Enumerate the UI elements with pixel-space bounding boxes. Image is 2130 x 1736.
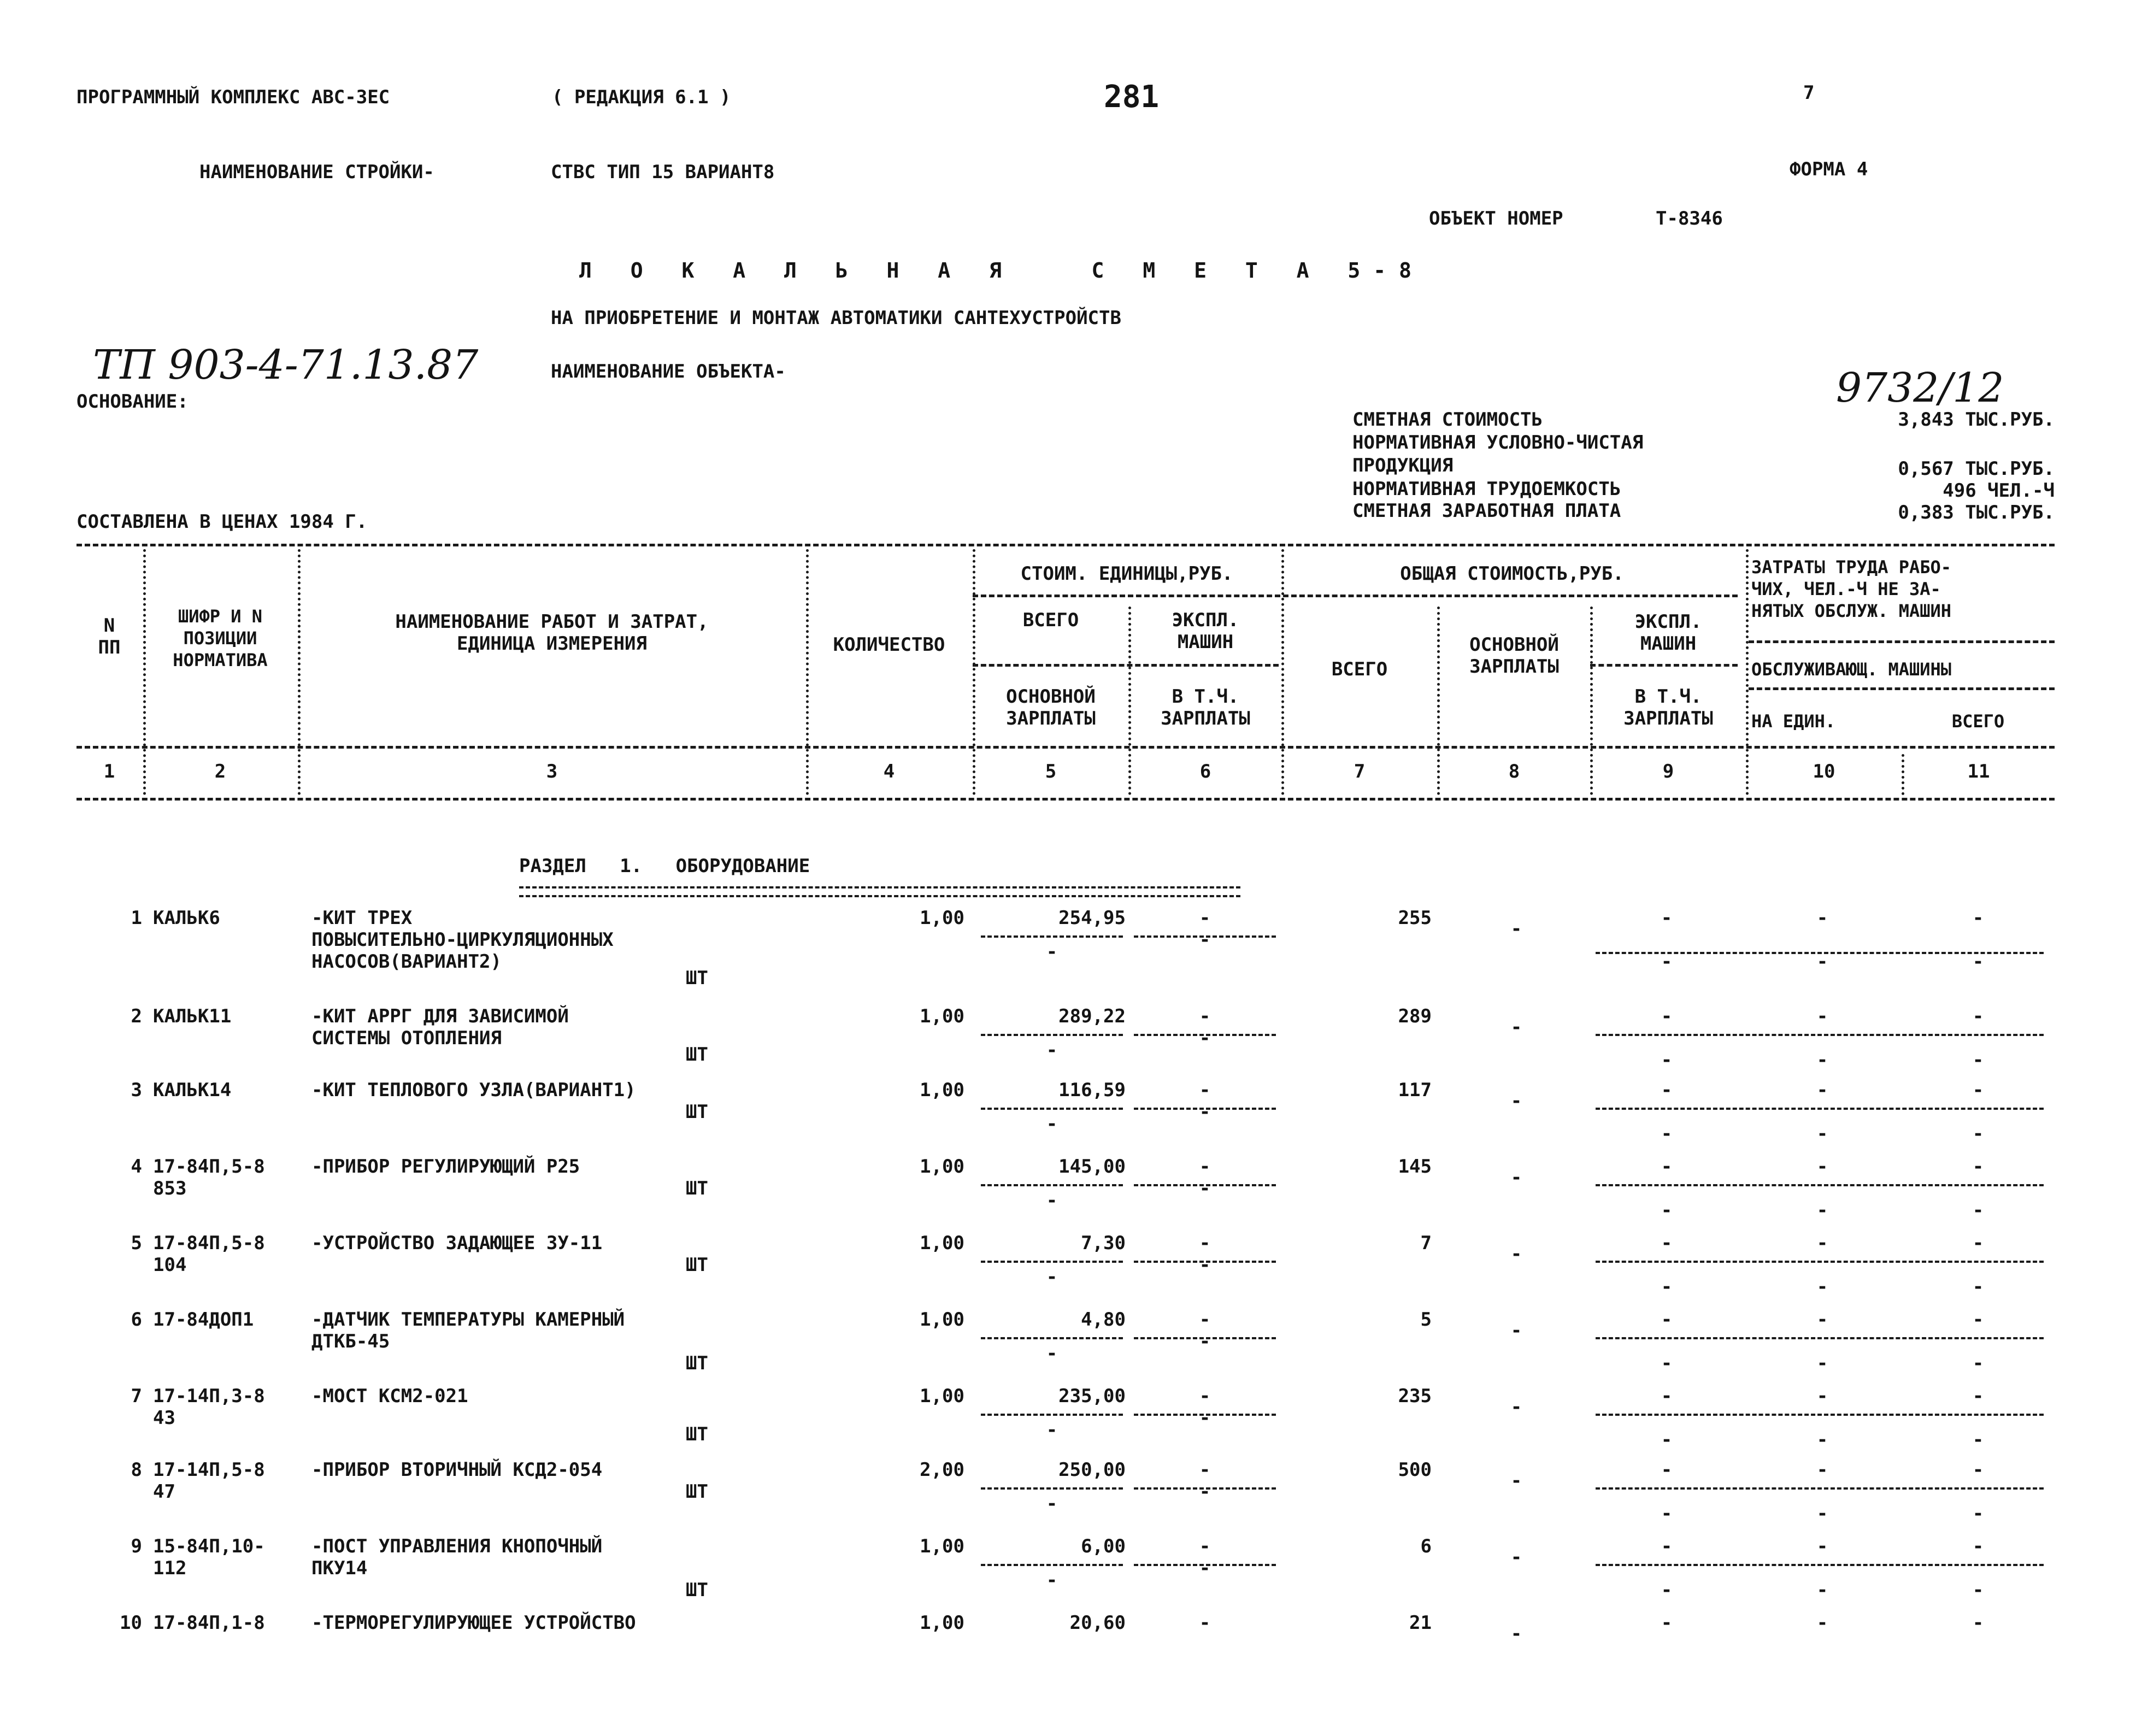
row-unit-price-rule bbox=[981, 935, 1123, 938]
handwritten-inventory-number: 9732/12 bbox=[1836, 364, 2004, 411]
row-labor-total-machines: - bbox=[1972, 1429, 1984, 1451]
row-machine-salary: - bbox=[1199, 1331, 1211, 1352]
row-code: 17-14П,3-8 bbox=[153, 1385, 265, 1407]
row-quantity: 1,00 bbox=[920, 1005, 964, 1027]
row-unit-machines: - bbox=[1199, 1005, 1211, 1027]
row-quantity: 2,00 bbox=[920, 1459, 964, 1481]
row-code-line2: 43 bbox=[153, 1407, 175, 1429]
row-machine-salary: - bbox=[1199, 1027, 1211, 1049]
construction-label: НАИМЕНОВАНИЕ СТРОЙКИ- bbox=[199, 161, 434, 183]
row-unit-price-rule bbox=[981, 1337, 1123, 1339]
row-number: 2 bbox=[131, 1005, 142, 1027]
row-unit-machines: - bbox=[1199, 1079, 1211, 1101]
summary-label-2: НОРМАТИВНАЯ УСЛОВНО-ЧИСТАЯ bbox=[1352, 432, 1644, 454]
row-unit-price-rule bbox=[981, 1184, 1123, 1186]
row-machines: - bbox=[1661, 1459, 1673, 1481]
row-labor-unit-machines: - bbox=[1816, 1123, 1828, 1145]
row-number: 8 bbox=[131, 1459, 142, 1481]
col-header-labor-group: ЗАТРАТЫ ТРУДА РАБО- ЧИХ, ЧЕЛ.-Ч НЕ ЗА- НЯТЫХ ОБСЛУЖ. МАШИН bbox=[1751, 557, 1952, 621]
row-machines-salary: - bbox=[1661, 1429, 1673, 1451]
row-unit-salary: - bbox=[1046, 1419, 1058, 1441]
row-name: -КИТ ТЕПЛОВОГО УЗЛА(ВАРИАНТ1) bbox=[311, 1079, 636, 1101]
row-machine-salary: - bbox=[1199, 1557, 1211, 1579]
row-labor-total-machines: - bbox=[1972, 1579, 1984, 1601]
row-labor-unit-machines: - bbox=[1816, 1352, 1828, 1374]
row-machines: - bbox=[1661, 1309, 1673, 1331]
row-machines-salary: - bbox=[1661, 1579, 1673, 1601]
row-unit: ШТ bbox=[686, 1044, 708, 1066]
row-name: -КИТ АРРГ ДЛЯ ЗАВИСИМОЙ СИСТЕМЫ ОТОПЛЕНИЯ bbox=[311, 1005, 569, 1049]
col-header-5-top: ВСЕГО bbox=[1022, 609, 1079, 631]
row-labor-unit: - bbox=[1816, 1005, 1828, 1027]
row-name: -ПОСТ УПРАВЛЕНИЯ КНОПОЧНЫЙ ПКУ14 bbox=[311, 1535, 603, 1579]
row-code: КАЛЬК11 bbox=[153, 1005, 232, 1027]
row-unit-price-rule bbox=[981, 1261, 1123, 1263]
row-salary: - bbox=[1510, 1243, 1522, 1265]
row-unit-machines: - bbox=[1199, 1459, 1211, 1481]
form-label: ФОРМА 4 bbox=[1790, 158, 1868, 180]
construction-value: СТВС ТИП 15 ВАРИАНТ8 bbox=[551, 161, 775, 183]
row-number: 4 bbox=[131, 1156, 142, 1178]
row-unit-price: 235,00 bbox=[1058, 1385, 1126, 1407]
row-quantity: 1,00 bbox=[920, 1232, 964, 1254]
row-salary: - bbox=[1510, 1470, 1522, 1492]
row-unit-price: 145,00 bbox=[1058, 1156, 1126, 1178]
row-machine-salary: - bbox=[1199, 1481, 1211, 1503]
row-labor-total-machines: - bbox=[1972, 1503, 1984, 1525]
row-unit-price: 20,60 bbox=[1069, 1612, 1126, 1634]
col-header-8: ОСНОВНОЙ ЗАРПЛАТЫ bbox=[1469, 634, 1559, 678]
col-header-5-bottom: ОСНОВНОЙ ЗАРПЛАТЫ bbox=[1006, 686, 1096, 729]
row-unit-price: 250,00 bbox=[1058, 1459, 1126, 1481]
row-salary: - bbox=[1510, 1016, 1522, 1038]
row-unit-salary: - bbox=[1046, 1113, 1058, 1135]
row-unit-salary: - bbox=[1046, 1190, 1058, 1211]
row-labor-total-machines: - bbox=[1972, 1276, 1984, 1298]
section-title: РАЗДЕЛ 1. ОБОРУДОВАНИЕ bbox=[519, 855, 810, 877]
row-machines: - bbox=[1661, 1232, 1673, 1254]
row-code: КАЛЬК6 bbox=[153, 907, 220, 929]
row-name: -ДАТЧИК ТЕМПЕРАТУРЫ КАМЕРНЫЙ ДТКБ-45 bbox=[311, 1309, 625, 1352]
row-code: 17-84П,1-8 bbox=[153, 1612, 265, 1634]
row-machines-salary: - bbox=[1661, 1049, 1673, 1071]
row-unit-price: 116,59 bbox=[1058, 1079, 1126, 1101]
row-salary: - bbox=[1510, 1396, 1522, 1418]
row-salary: - bbox=[1510, 1320, 1522, 1341]
row-unit-price-rule bbox=[981, 1564, 1123, 1566]
header-rule-col9-split bbox=[1590, 664, 1738, 667]
row-labor-rule bbox=[1596, 1261, 2044, 1263]
row-salary: - bbox=[1510, 1623, 1522, 1645]
row-unit-price: 289,22 bbox=[1058, 1005, 1126, 1027]
col-number-10: 10 bbox=[1813, 761, 1835, 782]
row-unit-price: 7,30 bbox=[1081, 1232, 1126, 1254]
col-header-code: ШИФР И N ПОЗИЦИИ НОРМАТИВА bbox=[173, 606, 268, 670]
row-unit-machines: - bbox=[1199, 1156, 1211, 1178]
prices-line: СОСТАВЛЕНА В ЦЕНАХ 1984 Г. bbox=[77, 511, 368, 533]
col-divider-1 bbox=[143, 549, 146, 795]
row-number: 3 bbox=[131, 1079, 142, 1101]
row-salary: - bbox=[1510, 1546, 1522, 1568]
header-rule-bottom bbox=[77, 798, 2055, 801]
program-name: ПРОГРАММНЫЙ КОМПЛЕКС АВС-ЗЕС bbox=[77, 86, 390, 108]
row-labor-unit: - bbox=[1816, 1079, 1828, 1101]
header-rule-labor-2 bbox=[1749, 687, 2055, 690]
row-total: 117 bbox=[1398, 1079, 1432, 1101]
col-header-11: ВСЕГО bbox=[1951, 711, 2005, 732]
col-number-8: 8 bbox=[1508, 761, 1520, 782]
row-unit-price-rule bbox=[981, 1108, 1123, 1110]
row-labor-unit-machines: - bbox=[1816, 1429, 1828, 1451]
summary-value-3: 0,567 ТЫС.РУБ. bbox=[1898, 458, 2055, 480]
row-machines: - bbox=[1661, 1005, 1673, 1027]
row-labor-unit: - bbox=[1816, 1459, 1828, 1481]
row-labor-unit: - bbox=[1816, 1232, 1828, 1254]
row-quantity: 1,00 bbox=[920, 1156, 964, 1178]
row-labor-rule bbox=[1596, 1184, 2044, 1186]
col-header-7: ВСЕГО bbox=[1331, 658, 1388, 680]
row-labor-total: - bbox=[1972, 1309, 1984, 1331]
row-unit: ШТ bbox=[686, 1423, 708, 1445]
row-unit-machines: - bbox=[1199, 1612, 1211, 1634]
summary-label-3: ПРОДУКЦИЯ bbox=[1352, 455, 1454, 476]
row-labor-total: - bbox=[1972, 907, 1984, 929]
row-labor-rule bbox=[1596, 1564, 2044, 1566]
row-total: 235 bbox=[1398, 1385, 1432, 1407]
row-salary: - bbox=[1510, 1090, 1522, 1112]
row-unit-price: 6,00 bbox=[1081, 1535, 1126, 1557]
row-total: 145 bbox=[1398, 1156, 1432, 1178]
row-machine-salary: - bbox=[1199, 1254, 1211, 1276]
row-number: 6 bbox=[131, 1309, 142, 1331]
col-header-quantity: КОЛИЧЕСТВО bbox=[833, 634, 945, 656]
row-labor-total-machines: - bbox=[1972, 1049, 1984, 1071]
row-labor-rule bbox=[1596, 1487, 2044, 1490]
row-machines: - bbox=[1661, 1612, 1673, 1634]
row-labor-rule bbox=[1596, 1108, 2044, 1110]
row-unit-machines: - bbox=[1199, 1309, 1211, 1331]
row-number: 9 bbox=[131, 1535, 142, 1557]
row-labor-unit: - bbox=[1816, 1156, 1828, 1178]
row-labor-total: - bbox=[1972, 1079, 1984, 1101]
row-unit-salary: - bbox=[1046, 941, 1058, 963]
row-labor-unit-machines: - bbox=[1816, 1276, 1828, 1298]
row-total: 289 bbox=[1398, 1005, 1432, 1027]
col-divider-2 bbox=[298, 549, 301, 795]
row-labor-total: - bbox=[1972, 1612, 1984, 1634]
row-machines: - bbox=[1661, 1385, 1673, 1407]
row-quantity: 1,00 bbox=[920, 907, 964, 929]
page-number: 281 bbox=[1104, 79, 1160, 115]
col-number-7: 7 bbox=[1354, 761, 1366, 782]
summary-label-4: НОРМАТИВНАЯ ТРУДОЕМКОСТЬ bbox=[1352, 478, 1621, 500]
row-unit-machines: - bbox=[1199, 1385, 1211, 1407]
col-number-3: 3 bbox=[546, 761, 558, 782]
col-number-2: 2 bbox=[214, 761, 226, 782]
row-unit: ШТ bbox=[686, 1178, 708, 1199]
row-total: 7 bbox=[1420, 1232, 1432, 1254]
row-quantity: 1,00 bbox=[920, 1385, 964, 1407]
row-labor-total: - bbox=[1972, 1535, 1984, 1557]
row-unit-price: 4,80 bbox=[1081, 1309, 1126, 1331]
row-machines-salary: - bbox=[1661, 951, 1673, 973]
row-unit-machines: - bbox=[1199, 1232, 1211, 1254]
col-header-number: N ПП bbox=[98, 615, 121, 658]
row-labor-rule bbox=[1596, 1337, 2044, 1339]
col-number-4: 4 bbox=[883, 761, 895, 782]
row-machine-salary: - bbox=[1199, 1101, 1211, 1123]
row-unit-salary: - bbox=[1046, 1569, 1058, 1591]
row-total: 21 bbox=[1409, 1612, 1432, 1634]
row-machines-salary: - bbox=[1661, 1352, 1673, 1374]
row-machines: - bbox=[1661, 1156, 1673, 1178]
handwritten-project-code: ТП 903-4-71.13.87 bbox=[93, 342, 479, 389]
row-total: 6 bbox=[1420, 1535, 1432, 1557]
row-labor-unit-machines: - bbox=[1816, 1579, 1828, 1601]
row-machine-salary: - bbox=[1199, 929, 1211, 951]
row-unit-machines: - bbox=[1199, 907, 1211, 929]
row-labor-unit-machines: - bbox=[1816, 951, 1828, 973]
row-machines-salary: - bbox=[1661, 1503, 1673, 1525]
row-code-line2: 853 bbox=[153, 1178, 187, 1199]
row-unit-salary: - bbox=[1046, 1343, 1058, 1364]
row-code: 15-84П,10- bbox=[153, 1535, 265, 1557]
row-name: -МОСТ КСМ2-021 bbox=[311, 1385, 468, 1407]
row-machines: - bbox=[1661, 1535, 1673, 1557]
row-labor-unit-machines: - bbox=[1816, 1049, 1828, 1071]
summary-label-1: СМЕТНАЯ СТОИМОСТЬ bbox=[1352, 409, 1543, 431]
col-divider-9 bbox=[1746, 549, 1749, 795]
header-rule-group bbox=[973, 595, 1738, 597]
row-name: -ПРИБОР РЕГУЛИРУЮЩИЙ Р25 bbox=[311, 1156, 580, 1178]
col-header-name: НАИМЕНОВАНИЕ РАБОТ И ЗАТРАТ, ЕДИНИЦА ИЗМЕРЕНИЯ bbox=[395, 611, 709, 655]
col-number-11: 11 bbox=[1967, 761, 1990, 782]
row-machines-salary: - bbox=[1661, 1276, 1673, 1298]
header-rule-labor-1 bbox=[1749, 640, 2055, 643]
row-code: 17-84П,5-8 bbox=[153, 1156, 265, 1178]
basis-label: ОСНОВАНИЕ: bbox=[77, 391, 189, 413]
object-label: ОБЪЕКТ НОМЕР bbox=[1429, 208, 1563, 229]
row-labor-rule bbox=[1596, 1414, 2044, 1416]
corner-number: 7 bbox=[1803, 82, 1815, 104]
row-unit: ШТ bbox=[686, 1254, 708, 1276]
row-labor-rule bbox=[1596, 1034, 2044, 1036]
row-quantity: 1,00 bbox=[920, 1309, 964, 1331]
row-total: 255 bbox=[1398, 907, 1432, 929]
row-code: КАЛЬК14 bbox=[153, 1079, 232, 1101]
col-number-5: 5 bbox=[1045, 761, 1057, 782]
row-unit-salary: - bbox=[1046, 1493, 1058, 1515]
row-code: 17-14П,5-8 bbox=[153, 1459, 265, 1481]
row-labor-total: - bbox=[1972, 1005, 1984, 1027]
row-unit-salary: - bbox=[1046, 1266, 1058, 1288]
row-quantity: 1,00 bbox=[920, 1079, 964, 1101]
row-labor-unit: - bbox=[1816, 1309, 1828, 1331]
row-unit: ШТ bbox=[686, 967, 708, 989]
summary-value-5: 0,383 ТЫС.РУБ. bbox=[1898, 502, 2055, 523]
row-labor-unit: - bbox=[1816, 1535, 1828, 1557]
header-rule-top bbox=[77, 544, 2055, 546]
row-unit: ШТ bbox=[686, 1579, 708, 1601]
row-labor-unit-machines: - bbox=[1816, 1199, 1828, 1221]
row-number: 5 bbox=[131, 1232, 142, 1254]
row-code-line2: 104 bbox=[153, 1254, 187, 1276]
row-name: -КИТ ТРЕХ ПОВЫСИТЕЛЬНО-ЦИРКУЛЯЦИОННЫХ НАСОСОВ(ВАРИАНТ2) bbox=[311, 907, 614, 973]
row-unit-machines: - bbox=[1199, 1535, 1211, 1557]
section-underline bbox=[519, 886, 1240, 897]
object-name-label: НАИМЕНОВАНИЕ ОБЪЕКТА- bbox=[551, 361, 786, 382]
row-labor-unit: - bbox=[1816, 907, 1828, 929]
col-header-labor-sub: ОБСЛУЖИВАЮЩ. МАШИНЫ bbox=[1751, 659, 1952, 680]
col-number-6: 6 bbox=[1199, 761, 1211, 782]
row-machines-salary: - bbox=[1661, 1123, 1673, 1145]
row-salary: - bbox=[1510, 918, 1522, 940]
row-unit-price: 254,95 bbox=[1058, 907, 1126, 929]
row-quantity: 1,00 bbox=[920, 1612, 964, 1634]
row-salary: - bbox=[1510, 1167, 1522, 1188]
row-labor-total-machines: - bbox=[1972, 951, 1984, 973]
col-header-total-cost-group: ОБЩАЯ СТОИМОСТЬ,РУБ. bbox=[1400, 563, 1624, 585]
estimate-title: Л О К А Л Ь Н А Я С М Е Т А 5-8 bbox=[579, 258, 1425, 283]
row-unit: ШТ bbox=[686, 1352, 708, 1374]
row-name: -ТЕРМОРЕГУЛИРУЮЩЕЕ УСТРОЙСТВО bbox=[311, 1612, 636, 1634]
row-labor-total: - bbox=[1972, 1459, 1984, 1481]
row-labor-total: - bbox=[1972, 1156, 1984, 1178]
row-labor-total: - bbox=[1972, 1232, 1984, 1254]
col-header-unit-cost-group: СТОИМ. ЕДИНИЦЫ,РУБ. bbox=[1020, 563, 1233, 585]
row-unit: ШТ bbox=[686, 1481, 708, 1503]
row-machines: - bbox=[1661, 1079, 1673, 1101]
row-unit-price-rule bbox=[981, 1487, 1123, 1490]
edition: ( РЕДАКЦИЯ 6.1 ) bbox=[552, 86, 731, 108]
row-number: 10 bbox=[120, 1612, 142, 1634]
col-header-6-top: ЭКСПЛ. МАШИН bbox=[1172, 609, 1239, 653]
row-number: 7 bbox=[131, 1385, 142, 1407]
row-name: -УСТРОЙСТВО ЗАДАЮЩЕЕ ЗУ-11 bbox=[311, 1232, 603, 1254]
row-quantity: 1,00 bbox=[920, 1535, 964, 1557]
row-labor-unit: - bbox=[1816, 1612, 1828, 1634]
row-labor-total-machines: - bbox=[1972, 1199, 1984, 1221]
row-total: 500 bbox=[1398, 1459, 1432, 1481]
row-unit-price-rule bbox=[981, 1034, 1123, 1036]
row-unit-salary: - bbox=[1046, 1039, 1058, 1061]
col-header-10: НА ЕДИН. bbox=[1751, 711, 1836, 732]
object-value: Т-8346 bbox=[1656, 208, 1723, 229]
col-divider-4 bbox=[973, 549, 975, 795]
row-number: 1 bbox=[131, 907, 142, 929]
header-rule-middle bbox=[77, 746, 2055, 749]
estimate-subtitle: НА ПРИОБРЕТЕНИЕ И МОНТАЖ АВТОМАТИКИ САНТЕХУСТРОЙСТВ bbox=[551, 307, 1121, 329]
row-labor-unit-machines: - bbox=[1816, 1503, 1828, 1525]
row-code: 17-84П,5-8 bbox=[153, 1232, 265, 1254]
col-number-9: 9 bbox=[1662, 761, 1674, 782]
row-machines-salary: - bbox=[1661, 1199, 1673, 1221]
row-unit: ШТ bbox=[686, 1101, 708, 1123]
col-number-1: 1 bbox=[103, 761, 115, 782]
header-rule-unit-split bbox=[973, 664, 1279, 667]
row-machine-salary: - bbox=[1199, 1178, 1211, 1199]
col-divider-3 bbox=[806, 549, 809, 795]
summary-label-5: СМЕТНАЯ ЗАРАБОТНАЯ ПЛАТА bbox=[1352, 500, 1621, 522]
row-code: 17-84ДОП1 bbox=[153, 1309, 254, 1331]
row-unit-price-rule bbox=[981, 1414, 1123, 1416]
row-name: -ПРИБОР ВТОРИЧНЫЙ КСД2-054 bbox=[311, 1459, 603, 1481]
col-header-9-top: ЭКСПЛ. МАШИН bbox=[1634, 611, 1702, 655]
row-labor-total-machines: - bbox=[1972, 1352, 1984, 1374]
row-labor-unit: - bbox=[1816, 1385, 1828, 1407]
row-machine-salary: - bbox=[1199, 1407, 1211, 1429]
row-machines: - bbox=[1661, 907, 1673, 929]
row-labor-total: - bbox=[1972, 1385, 1984, 1407]
row-code-line2: 47 bbox=[153, 1481, 175, 1503]
summary-value-1: 3,843 ТЫС.РУБ. bbox=[1898, 409, 2055, 431]
col-header-9-bottom: В Т.Ч. ЗАРПЛАТЫ bbox=[1623, 686, 1713, 729]
row-total: 5 bbox=[1420, 1309, 1432, 1331]
row-labor-total-machines: - bbox=[1972, 1123, 1984, 1145]
row-code-line2: 112 bbox=[153, 1557, 187, 1579]
col-header-6-bottom: В Т.Ч. ЗАРПЛАТЫ bbox=[1161, 686, 1250, 729]
summary-value-4: 496 ЧЕЛ.-Ч bbox=[1943, 480, 2055, 502]
